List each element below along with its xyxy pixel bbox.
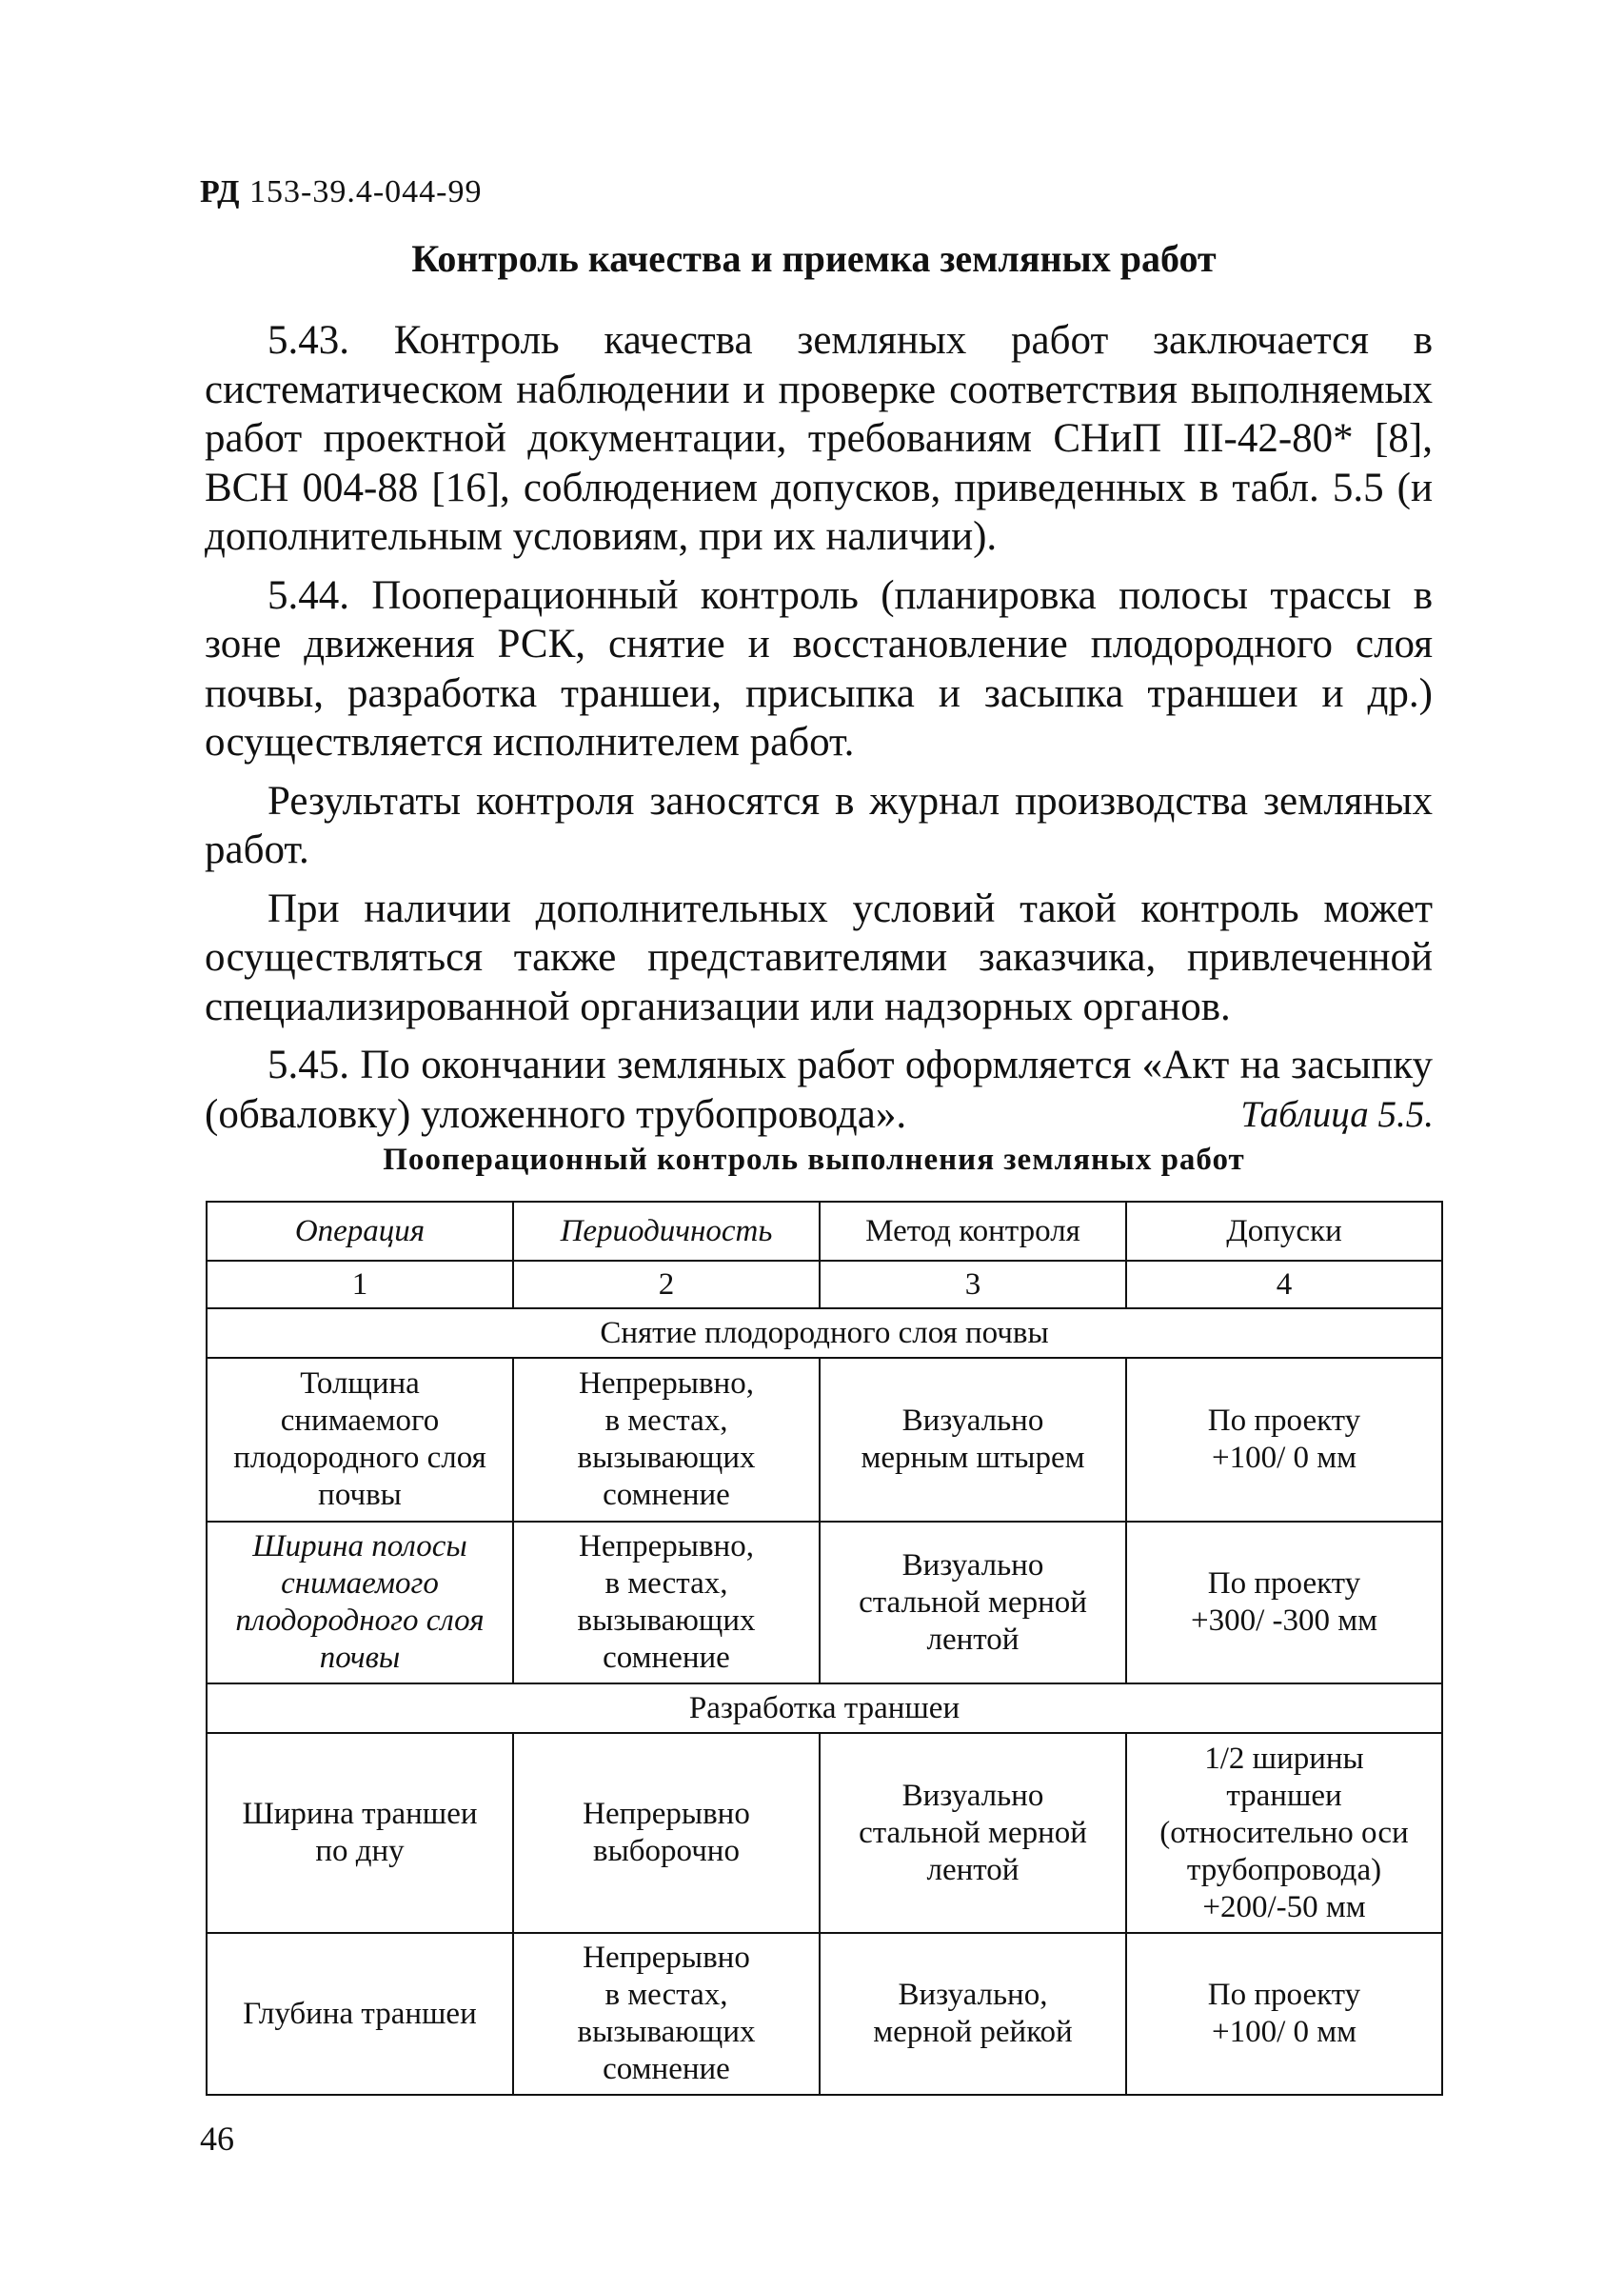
cell-periodicity: Непрерывно, в местах, вызывающих сомнение (513, 1358, 820, 1522)
table-row (207, 1358, 1442, 1522)
page-number: 46 (200, 2120, 234, 2158)
cell-operation: Ширина траншеи по дну (207, 1733, 513, 1933)
section-heading-trench: Разработка траншеи (207, 1683, 1442, 1733)
cell-periodicity: Непрерывно, в местах, вызывающих сомнение (513, 1522, 820, 1683)
header-tolerances: Допуски (1126, 1202, 1442, 1261)
table-section-row (207, 1308, 1442, 1358)
header-periodicity: Периодичность (513, 1202, 820, 1261)
table-header-row (207, 1202, 1442, 1261)
doc-number: 153-39.4-044-99 (249, 174, 483, 209)
cell-periodicity: Непрерывно выборочно (513, 1733, 820, 1933)
paragraph-5-43: 5.43. Контроль качества земляных работ заключается в систематическом наблюдении и проверке соответствия выполняемых работ проектной документации, требованиям СНиП III-42-80* [8], ВСН 004-88 [16], соблюдением допусков, приведенных в табл. 5.5 (и дополнительным условиям, при их наличии). (205, 318, 1433, 559)
control-table (206, 1201, 1441, 2096)
cell-tolerance: По проекту +100/ 0 мм (1126, 1933, 1442, 2095)
cell-tolerance: По проекту +100/ 0 мм (1126, 1358, 1442, 1522)
cell-tolerance: 1/2 ширины траншеи (относительно оси трубопровода) +200/-50 мм (1126, 1733, 1442, 1933)
cell-tolerance: По проекту +300/ -300 мм (1126, 1522, 1442, 1683)
column-number-row (207, 1261, 1442, 1308)
column-number: 3 (820, 1261, 1126, 1308)
table-reference: Таблица 5.5. (1240, 1094, 1434, 1135)
table-caption: Пооперационный контроль выполнения земляных работ (383, 1143, 1245, 1177)
table-row (207, 1733, 1442, 1933)
cell-operation: Толщина снимаемого плодородного слоя почвы (207, 1358, 513, 1522)
column-number: 4 (1126, 1261, 1442, 1308)
paragraph-additional: При наличии дополнительных условий такой контроль может осуществляться также представителями заказчика, привлеченной специализированной организации или надзорных органов. (205, 886, 1433, 1029)
header-operation: Операция (207, 1202, 513, 1261)
table-row (207, 1933, 1442, 2095)
table-section-row (207, 1683, 1442, 1733)
document-code (200, 174, 483, 210)
body-text (205, 316, 1433, 1148)
cell-operation: Глубина траншеи (207, 1933, 513, 2095)
cell-method: Визуально стальной мерной лентой (820, 1733, 1126, 1933)
section-heading-topsoil: Снятие плодородного слоя почвы (207, 1308, 1442, 1358)
cell-operation: Ширина полосы снимаемого плодородного слоя почвы (207, 1522, 513, 1683)
table-row (207, 1522, 1442, 1683)
paragraph-results: Результаты контроля заносятся в журнал производства земляных работ. (205, 778, 1433, 872)
cell-method: Визуально мерным штырем (820, 1358, 1126, 1522)
cell-periodicity: Непрерывно в местах, вызывающих сомнение (513, 1933, 820, 2095)
paragraph-5-45: 5.45. По окончании земляных работ оформляется «Акт на засыпку (обваловку) уложенного трубопровода». (205, 1043, 1433, 1137)
header-control-method: Метод контроля (820, 1202, 1126, 1261)
paragraph-5-44: 5.44. Пооперационный контроль (планировка полосы трассы в зоне движения РСК, снятие и восстановление плодородного слоя почвы, разработка траншеи, присыпка и засыпка траншеи и др.) осуществляется исполнителем работ. (205, 572, 1433, 765)
column-number: 1 (207, 1261, 513, 1308)
cell-method: Визуально стальной мерной лентой (820, 1522, 1126, 1683)
doc-prefix: РД (200, 174, 241, 209)
cell-method: Визуально, мерной рейкой (820, 1933, 1126, 2095)
section-title: Контроль качества и приемка земляных работ (411, 237, 1217, 280)
column-number: 2 (513, 1261, 820, 1308)
